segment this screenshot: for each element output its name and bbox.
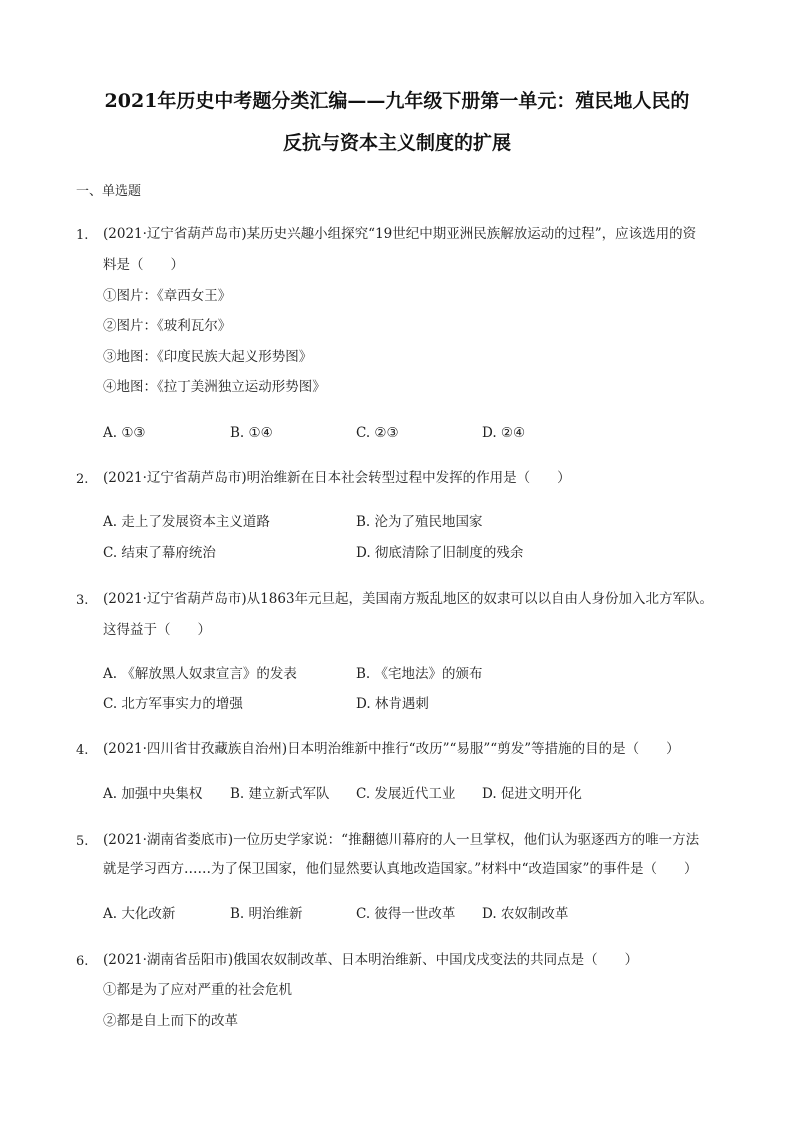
question-1-option-a: A. ①③ (103, 425, 146, 441)
question-6-number: 6. (76, 954, 89, 969)
question-1-item-3: ③地图：《印度民族大起义形势图》 (103, 349, 313, 365)
question-6-item-1: ①都是为了应对严重的社会危机 (103, 982, 292, 998)
question-3-option-d: D. 林肯遇刺 (356, 696, 429, 712)
question-4-stem-line-1: (2021·四川省甘孜藏族自治州)日本明治维新中推行“改历”“易服”“剪发”等措施的目的是（ ） (103, 741, 680, 757)
question-3-option-b: B. 《宅地法》的颁布 (356, 666, 483, 682)
question-1-item-2: ②图片：《玻利瓦尔》 (103, 318, 232, 334)
question-4-number: 4. (76, 743, 89, 758)
document-title-line-2: 反抗与资本主义制度的扩展 (282, 132, 511, 154)
question-4-option-a: A. 加强中央集权 (103, 786, 203, 802)
question-3-number: 3. (76, 593, 89, 608)
question-4-option-b: B. 建立新式军队 (230, 786, 330, 802)
question-5-number: 5. (76, 834, 89, 849)
question-1-option-d: D. ②④ (482, 425, 526, 441)
question-3-stem-line-2: 这得益于（ ） (103, 622, 211, 638)
section-heading: 一、单选题 (76, 184, 142, 199)
question-5-stem-line-2: 就是学习西方……为了保卫国家，他们显然要认真地改造国家。”材料中“改造国家”的事件是（ ） (103, 861, 698, 877)
question-3-option-a: A. 《解放黑人奴隶宣言》的发表 (103, 666, 297, 682)
question-1-item-4: ④地图：《拉丁美洲独立运动形势图》 (103, 379, 326, 395)
question-4-option-c: C. 发展近代工业 (356, 786, 456, 802)
question-1-stem-line-1: (2021·辽宁省葫芦岛市)某历史兴趣小组探究“19世纪中期亚洲民族解放运动的过程”，应该选用的资 (103, 226, 697, 242)
question-1-item-1: ①图片：《章西女王》 (103, 288, 232, 304)
question-2-option-b: B. 沦为了殖民地国家 (356, 514, 483, 530)
document-title-line-1: 2021年历史中考题分类汇编——九年级下册第一单元：殖民地人民的 (104, 90, 690, 112)
question-3-option-c: C. 北方军事实力的增强 (103, 696, 243, 712)
question-2-option-a: A. 走上了发展资本主义道路 (103, 514, 270, 530)
question-1-number: 1. (76, 228, 89, 243)
question-2-option-d: D. 彻底清除了旧制度的残余 (356, 545, 524, 561)
question-6-stem-line-1: (2021·湖南省岳阳市)俄国农奴制改革、日本明治维新、中国戊戌变法的共同点是（ ） (103, 952, 639, 968)
question-5-option-a: A. 大化改新 (103, 906, 176, 922)
question-3-stem-line-1: (2021·辽宁省葫芦岛市)从1863年元旦起，美国南方叛乱地区的奴隶可以以自由人身份加入北方军队。 (103, 591, 714, 607)
question-2-number: 2. (76, 472, 89, 487)
question-5-stem-line-1: (2021·湖南省娄底市)一位历史学家说：“推翻德川幕府的人一旦掌权，他们认为驱逐西方的唯一方法 (103, 832, 700, 848)
question-2-stem-line-1: (2021·辽宁省葫芦岛市)明治维新在日本社会转型过程中发挥的作用是（ ） (103, 470, 571, 486)
question-5-option-b: B. 明治维新 (230, 906, 303, 922)
question-1-option-c: C. ②③ (356, 425, 399, 441)
question-5-option-d: D. 农奴制改革 (482, 906, 569, 922)
question-1-stem-line-2: 料是（ ） (103, 257, 184, 273)
question-1-option-b: B. ①④ (230, 425, 273, 441)
question-6-item-2: ②都是自上而下的改革 (103, 1013, 238, 1029)
question-5-option-c: C. 彼得一世改革 (356, 906, 456, 922)
question-2-option-c: C. 结束了幕府统治 (103, 545, 216, 561)
question-4-option-d: D. 促进文明开化 (482, 786, 582, 802)
